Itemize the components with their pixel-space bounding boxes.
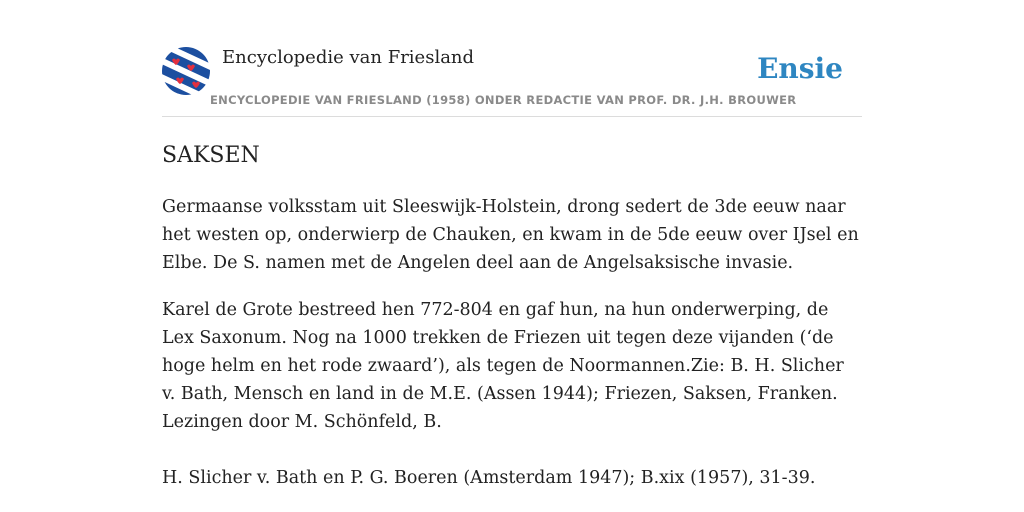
friesland-flag-icon[interactable] [162, 47, 210, 95]
ensie-logo-link[interactable]: Ensie [757, 52, 843, 85]
article-paragraph-1: Germaanse volksstam uit Sleeswijk-Holstein, drong sedert de 3de eeuw naar het westen op, onderwierp de Chauken, en kwam in de 5de eeuw over IJsel en Elbe. De S. namen met de Angelen deel aan de Angelsaksische invasie. [162, 197, 859, 273]
article-paragraph-3: H. Slicher v. Bath en P. G. Boeren (Amsterdam 1947); B.xix (1957), 31-39. [162, 468, 816, 488]
article-paragraph-2: Karel de Grote bestreed hen 772-804 en gaf hun, na hun onderwerping, de Lex Saxonum. Nog na 1000 trekken de Friezen uit tegen deze vijanden (‘de hoge helm en het rode zwaard’), als tegen de Noormannen.Zie: B. H. Slicher v. Bath, Mensch en land in de M.E. (Assen 1944); Friezen, Saksen, Franken. Lezingen door M. Schönfeld, B. [162, 300, 844, 432]
article-title: SAKSEN [162, 143, 260, 168]
site-header [162, 0, 862, 117]
page [162, 0, 862, 492]
site-subtitle: ENCYCLOPEDIE VAN FRIESLAND (1958) ONDER REDACTIE VAN PROF. DR. J.H. BROUWER [210, 93, 797, 107]
site-title[interactable]: Encyclopedie van Friesland [222, 47, 475, 68]
